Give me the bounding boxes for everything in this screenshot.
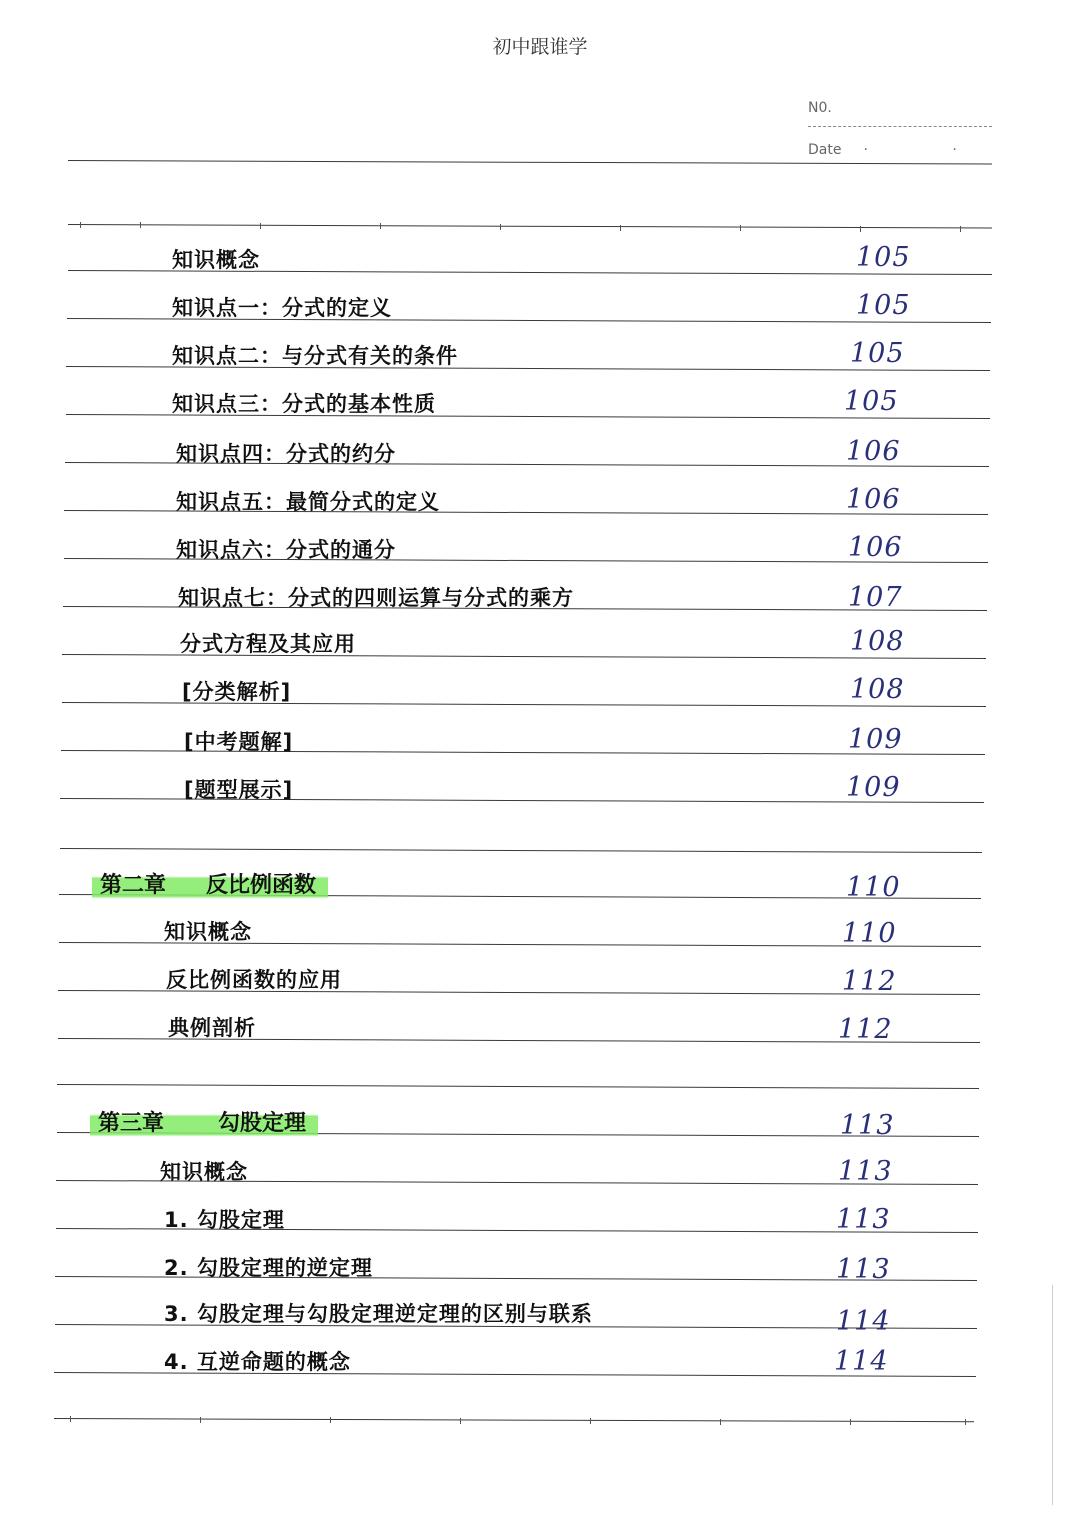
toc-entry-title: 知识点一：分式的定义 <box>172 296 392 320</box>
toc-entry-page: 108 <box>850 674 905 705</box>
toc-entry-page: 109 <box>848 724 903 755</box>
toc-entry-title: 知识点五：最简分式的定义 <box>176 490 440 514</box>
toc-entry-page: 106 <box>846 436 901 467</box>
toc-entry-title: 2. 勾股定理的逆定理 <box>164 1256 373 1280</box>
rule-tick <box>380 223 381 229</box>
rule-tick <box>960 226 961 232</box>
toc-entry-title: 知识概念 <box>172 248 260 272</box>
page-edge-line <box>1052 1285 1053 1505</box>
toc-entry-title: [分类解析] <box>182 680 292 704</box>
toc-entry-page: 114 <box>834 1346 889 1377</box>
toc-entry-page: 105 <box>856 290 911 321</box>
rule-tick <box>260 223 261 229</box>
toc-entry-page: 106 <box>848 532 903 563</box>
rule-tick <box>965 1419 966 1425</box>
toc-entry-title: 1. 勾股定理 <box>164 1208 285 1232</box>
rule-tick <box>620 225 621 231</box>
toc-entry-page: 109 <box>846 772 901 803</box>
page-header-title: 初中跟谁学 <box>492 36 588 58</box>
notebook-rule <box>68 160 992 165</box>
toc-entry-page: 113 <box>836 1254 891 1285</box>
chapter-highlight <box>90 1109 318 1138</box>
toc-entry-page: 112 <box>838 1014 893 1045</box>
chapter-page: 113 <box>840 1110 895 1141</box>
chapter-name: 勾股定理 <box>218 1111 307 1136</box>
toc-entry-title: 4. 互逆命题的概念 <box>164 1350 351 1374</box>
rule-tick <box>850 1419 851 1425</box>
rule-tick <box>860 226 861 232</box>
date-field <box>808 142 997 158</box>
chapter-highlight <box>92 871 328 900</box>
toc-entry-page: 105 <box>850 338 905 369</box>
toc-entry-title: [中考题解] <box>184 730 294 754</box>
rule-tick <box>70 1416 71 1422</box>
toc-entry-title: 知识点四：分式的约分 <box>176 442 396 466</box>
no-label: N0. <box>808 100 832 116</box>
chapter-page: 110 <box>846 872 901 903</box>
toc-entry-title: 3. 勾股定理与勾股定理逆定理的区别与联系 <box>164 1302 593 1326</box>
toc-entry-title: 知识概念 <box>164 920 252 944</box>
date-dots: · · <box>863 142 997 158</box>
rule-tick <box>140 222 141 228</box>
rule-tick <box>80 222 81 228</box>
toc-entry-page: 105 <box>844 386 899 417</box>
no-dashed-line <box>808 126 992 127</box>
date-label: Date <box>808 142 842 158</box>
toc-entry-title: 反比例函数的应用 <box>166 968 342 992</box>
chapter-name: 反比例函数 <box>206 873 317 898</box>
toc-entry-page: 108 <box>850 626 905 657</box>
notebook-rule <box>57 1084 979 1089</box>
rule-tick <box>330 1417 331 1423</box>
toc-entry-page: 112 <box>842 966 897 997</box>
notebook-rule <box>54 1418 974 1422</box>
rule-tick <box>460 1418 461 1424</box>
toc-entry-page: 107 <box>848 582 903 613</box>
notebook-rule <box>68 224 992 229</box>
toc-entry-page: 113 <box>836 1204 891 1235</box>
chapter-heading <box>92 868 328 899</box>
toc-entry-title: 典例剖析 <box>168 1016 256 1040</box>
toc-entry-title: 知识点七：分式的四则运算与分式的乘方 <box>178 586 574 610</box>
toc-entry-page: 113 <box>838 1156 893 1187</box>
toc-entry-page: 106 <box>846 484 901 515</box>
toc-entry-title: 知识点三：分式的基本性质 <box>172 392 436 416</box>
toc-entry-page: 105 <box>856 242 911 273</box>
rule-tick <box>590 1418 591 1424</box>
toc-entry-title: 知识概念 <box>160 1160 248 1184</box>
toc-entry-title: 知识点六：分式的通分 <box>176 538 396 562</box>
chapter-label: 第二章 <box>100 873 167 898</box>
rule-tick <box>720 1419 721 1425</box>
toc-entry-page: 110 <box>842 918 897 949</box>
toc-entry-page: 114 <box>836 1306 891 1337</box>
toc-entry-title: 分式方程及其应用 <box>180 632 356 656</box>
notebook-rule <box>60 848 982 853</box>
chapter-heading <box>90 1106 318 1137</box>
rule-tick <box>500 224 501 230</box>
rule-tick <box>200 1417 201 1423</box>
rule-tick <box>740 225 741 231</box>
toc-entry-title: [题型展示] <box>184 778 294 802</box>
toc-entry-title: 知识点二：与分式有关的条件 <box>172 344 458 368</box>
chapter-label: 第三章 <box>98 1111 165 1136</box>
